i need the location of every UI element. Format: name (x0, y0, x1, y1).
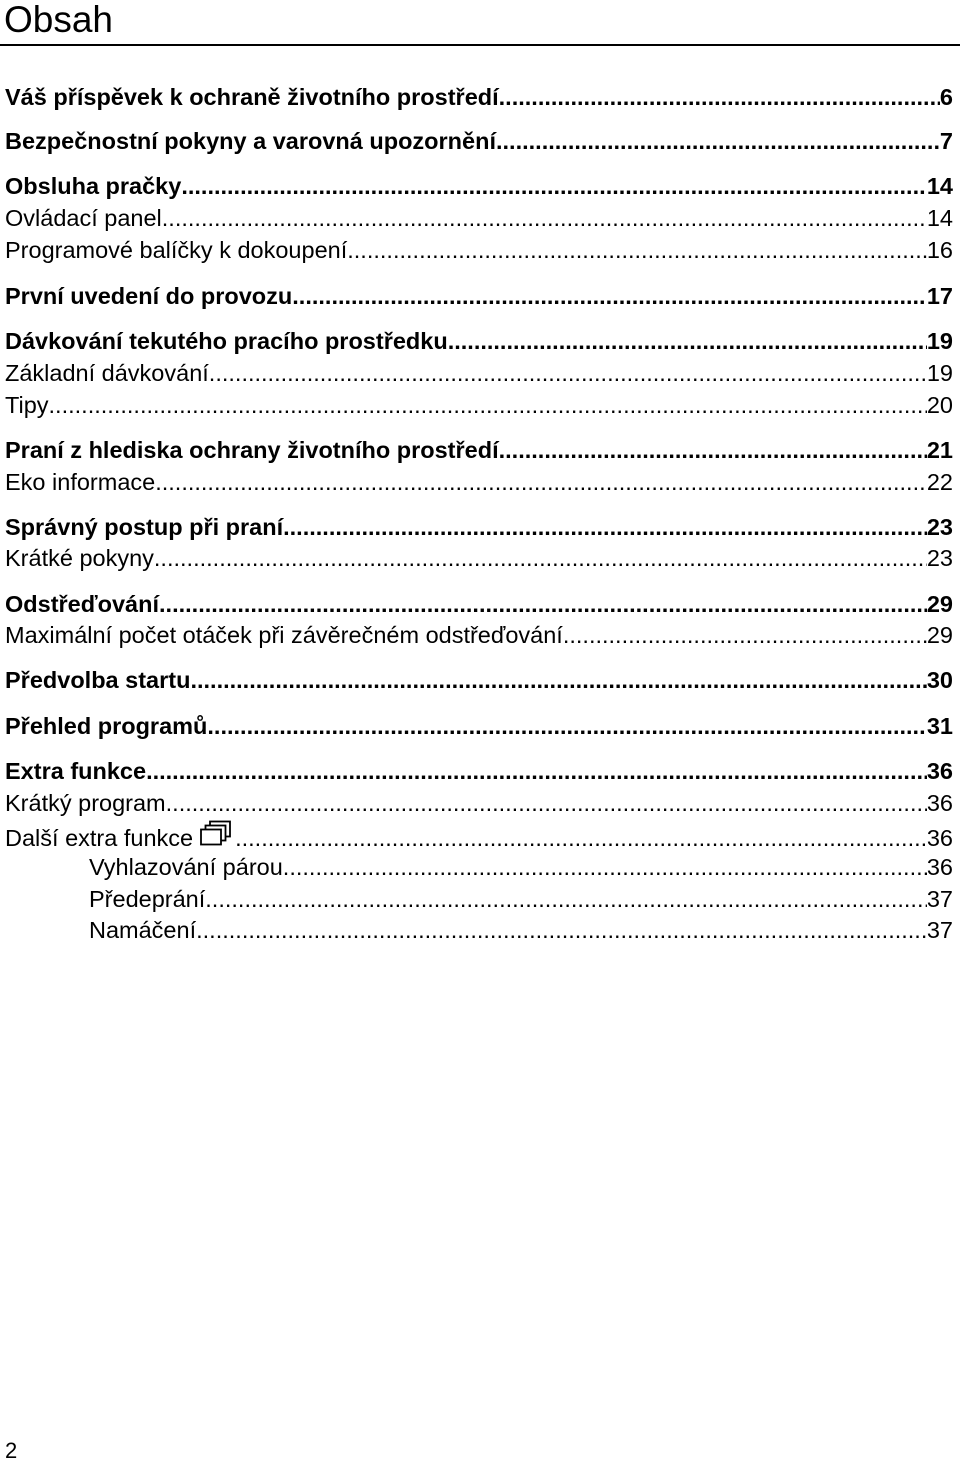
toc-entry-label: Extra funkce (5, 758, 147, 784)
toc-entry[interactable] (89, 884, 953, 914)
toc-entry-label: Váš příspěvek k ochraně životního prostředí (5, 84, 499, 110)
toc-entry-label: Bezpečnostní pokyny a varovná upozornění (5, 128, 496, 154)
toc-entry-label: Další extra funkce (5, 825, 194, 851)
toc-leader-dots (190, 665, 926, 695)
toc-entry-page: 29 (926, 591, 953, 617)
toc-entry-label: Dávkování tekutého pracího prostředku (5, 328, 448, 354)
toc-leader-dots (292, 281, 927, 311)
stacked-pages-icon (199, 820, 233, 846)
toc-entry-label: Programové balíčky k dokoupení (5, 237, 348, 263)
toc-entry[interactable] (5, 820, 953, 853)
toc-entry-page: 7 (939, 128, 953, 154)
toc-leader-dots (235, 823, 927, 853)
toc-leader-dots (162, 203, 927, 233)
toc-entry[interactable] (89, 915, 953, 945)
toc-entry-page: 36 (926, 825, 953, 851)
toc-entry-page: 23 (926, 514, 953, 540)
toc-entry-page: 14 (926, 205, 953, 231)
toc-entry-page: 19 (926, 360, 953, 386)
toc-entry-label: Krátký program (5, 790, 166, 816)
toc-entry-label: Tipy (5, 392, 49, 418)
toc-leader-dots (448, 326, 927, 356)
toc-leader-dots (146, 756, 927, 786)
toc-entry-page: 16 (926, 237, 953, 263)
toc-entry[interactable] (5, 788, 953, 818)
toc-entry-label: Předeprání (89, 886, 206, 912)
toc-entry-label: Správný postup při praní (5, 514, 284, 540)
toc-entry-label: Ovládací panel (5, 205, 162, 231)
toc-leader-dots (155, 467, 927, 497)
toc-entry-page: 31 (926, 713, 953, 739)
toc-entry[interactable] (89, 852, 953, 882)
toc-leader-dots (205, 884, 927, 914)
toc-entry-label: Namáčení (89, 917, 197, 943)
toc-leader-dots (49, 390, 927, 420)
toc-entry[interactable] (5, 665, 953, 695)
toc-entry[interactable] (5, 467, 953, 497)
toc-leader-dots (207, 711, 926, 741)
toc-entry-label: Předvolba startu (5, 667, 191, 693)
toc-leader-dots (154, 543, 927, 573)
toc-entry-page: 37 (926, 886, 953, 912)
toc-entry-label: Praní z hlediska ochrany životního prostředí (5, 437, 499, 463)
toc-entry-page: 36 (926, 854, 953, 880)
toc-entry[interactable] (5, 171, 953, 201)
toc-entry[interactable] (5, 358, 953, 388)
toc-entry-page: 6 (939, 84, 953, 110)
toc-entry-page: 21 (926, 437, 953, 463)
toc-entry[interactable] (5, 203, 953, 233)
toc-entry-page: 19 (926, 328, 953, 354)
toc-entry[interactable] (5, 620, 953, 650)
toc-leader-dots (283, 852, 927, 882)
toc-entry[interactable] (5, 82, 953, 112)
toc-entry-label: Přehled programů (5, 713, 208, 739)
toc-leader-dots (159, 589, 927, 619)
toc-entry[interactable] (5, 326, 953, 356)
toc-entry-page: 17 (926, 283, 953, 309)
toc-leader-dots (181, 171, 927, 201)
toc-leader-dots (347, 235, 927, 265)
toc-entry-label: Krátké pokyny (5, 545, 154, 571)
toc-entry[interactable] (5, 390, 953, 420)
footer-page-number: 2 (5, 1438, 18, 1463)
header-rule (0, 44, 960, 46)
toc-entry-label: Základní dávkování (5, 360, 209, 386)
toc-entry[interactable] (5, 126, 953, 156)
toc-entry[interactable] (5, 711, 953, 741)
toc-entry-label: Obsluha pračky (5, 173, 182, 199)
toc-entry-page: 36 (926, 790, 953, 816)
toc-entry[interactable] (5, 589, 953, 619)
toc-leader-dots (499, 82, 940, 112)
toc-entry-page: 30 (926, 667, 953, 693)
toc-entry-page: 22 (926, 469, 953, 495)
toc-entry[interactable] (5, 512, 953, 542)
toc-leader-dots (283, 512, 927, 542)
toc-entry-label: Vyhlazování párou (89, 854, 283, 880)
toc-entry-page: 37 (926, 917, 953, 943)
toc-entry-page: 29 (926, 622, 953, 648)
toc-entry[interactable] (5, 235, 953, 265)
toc-entry-page: 20 (926, 392, 953, 418)
toc-leader-dots (166, 788, 927, 818)
toc-leader-dots (496, 126, 940, 156)
toc-leader-dots (499, 435, 927, 465)
toc-entry-label: Eko informace (5, 469, 156, 495)
toc-leader-dots (209, 358, 927, 388)
toc-entry[interactable] (5, 281, 953, 311)
toc-entry[interactable] (5, 543, 953, 573)
toc-entry[interactable] (5, 756, 953, 786)
toc-leader-dots (196, 915, 927, 945)
toc-entry-page: 23 (926, 545, 953, 571)
toc-leader-dots (563, 620, 927, 650)
toc-entry-page: 14 (926, 173, 953, 199)
toc-entry-label: Odstřeďování (5, 591, 160, 617)
toc-entry[interactable] (5, 435, 953, 465)
page-title: Obsah (4, 0, 114, 40)
toc-entry-label: První uvedení do provozu (5, 283, 293, 309)
toc-entry-label: Maximální počet otáček při závěrečném odstřeďování (5, 622, 563, 648)
toc-entry-page: 36 (926, 758, 953, 784)
